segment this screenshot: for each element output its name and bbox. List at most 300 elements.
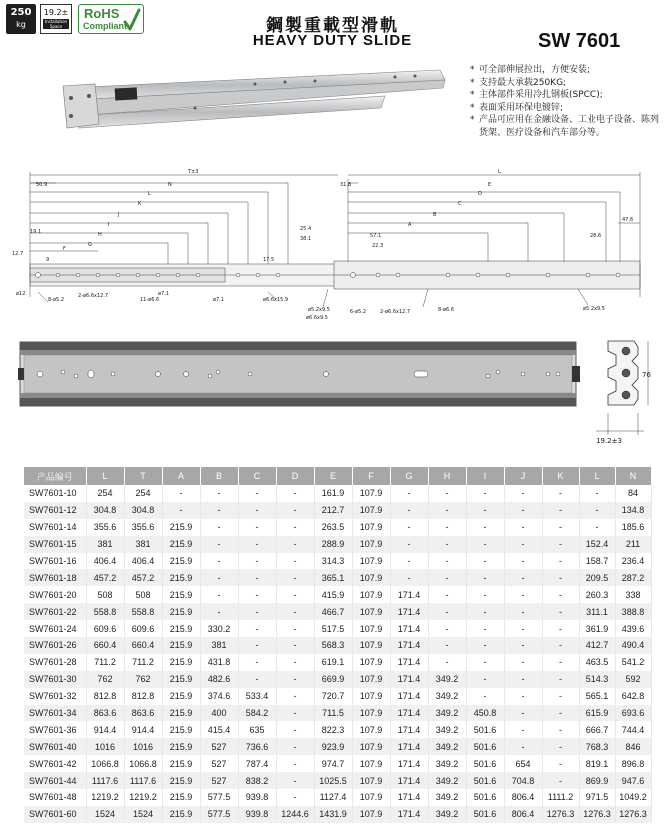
table-cell: - xyxy=(542,603,579,620)
table-cell: 314.3 xyxy=(314,553,352,570)
product-code-cell: SW7601-30 xyxy=(24,671,86,688)
table-cell: - xyxy=(390,485,428,502)
section-view-drawing xyxy=(586,333,658,448)
rohs-subtitle: Compliant xyxy=(83,21,127,31)
table-cell: - xyxy=(276,671,314,688)
table-cell: - xyxy=(200,569,238,586)
table-cell: 711.5 xyxy=(314,705,352,722)
table-cell: 349.2 xyxy=(428,806,466,823)
table-cell: 171.4 xyxy=(390,738,428,755)
product-code-cell: SW7601-16 xyxy=(24,553,86,570)
table-cell: - xyxy=(238,519,276,536)
table-cell: 215.9 xyxy=(162,536,200,553)
table-cell: 374.6 xyxy=(200,688,238,705)
table-cell: 415.9 xyxy=(314,586,352,603)
table-cell: 1111.2 xyxy=(542,789,579,806)
table-cell: 1276.3 xyxy=(579,806,615,823)
table-cell: - xyxy=(504,569,542,586)
table-cell: 355.6 xyxy=(124,519,162,536)
table-row xyxy=(24,620,651,637)
table-cell: 812.8 xyxy=(86,688,124,705)
table-cell: 107.9 xyxy=(352,603,390,620)
dim-label: ø12 xyxy=(16,291,26,297)
table-cell: 501.6 xyxy=(466,806,504,823)
table-cell: 914.4 xyxy=(124,721,162,738)
product-code-cell: SW7601-12 xyxy=(24,502,86,519)
table-cell: 914.4 xyxy=(86,721,124,738)
table-cell: - xyxy=(542,569,579,586)
table-cell: 762 xyxy=(124,671,162,688)
product-code-cell: SW7601-10 xyxy=(24,485,86,502)
dim-label: 9 xyxy=(46,257,50,263)
product-code-cell: SW7601-32 xyxy=(24,688,86,705)
product-code-cell: SW7601-60 xyxy=(24,806,86,823)
table-cell: 947.6 xyxy=(615,772,651,789)
table-cell: 619.1 xyxy=(314,654,352,671)
table-cell: 635 xyxy=(238,721,276,738)
table-cell: - xyxy=(200,553,238,570)
specification-table xyxy=(24,467,652,823)
table-cell: - xyxy=(542,519,579,536)
table-cell: 1066.8 xyxy=(124,755,162,772)
table-cell: 254 xyxy=(124,485,162,502)
table-cell: 565.1 xyxy=(579,688,615,705)
table-cell: - xyxy=(466,688,504,705)
table-cell: 1244.6 xyxy=(276,806,314,823)
table-cell: - xyxy=(428,485,466,502)
table-cell: 152.4 xyxy=(579,536,615,553)
table-cell: - xyxy=(504,738,542,755)
table-cell: 838.2 xyxy=(238,772,276,789)
table-cell: 736.6 xyxy=(238,738,276,755)
table-cell: 819.1 xyxy=(579,755,615,772)
rohs-title: RoHS xyxy=(84,6,120,21)
table-cell: 171.4 xyxy=(390,789,428,806)
table-cell: - xyxy=(428,553,466,570)
table-cell: 215.9 xyxy=(162,806,200,823)
product-code-cell: SW7601-14 xyxy=(24,519,86,536)
table-cell: 923.9 xyxy=(314,738,352,755)
table-cell: 215.9 xyxy=(162,671,200,688)
dim-label: ø6.6x15.9 xyxy=(263,297,289,303)
table-cell: - xyxy=(276,603,314,620)
table-cell: - xyxy=(542,738,579,755)
table-cell: 263.5 xyxy=(314,519,352,536)
table-cell: 744.4 xyxy=(615,721,651,738)
table-cell: 338 xyxy=(615,586,651,603)
table-cell: 311.1 xyxy=(579,603,615,620)
table-cell: - xyxy=(276,553,314,570)
table-cell: 215.9 xyxy=(162,688,200,705)
table-cell: - xyxy=(238,637,276,654)
table-cell: 450.8 xyxy=(466,705,504,722)
table-cell: - xyxy=(200,519,238,536)
table-cell: 171.4 xyxy=(390,671,428,688)
table-cell: - xyxy=(162,485,200,502)
table-cell: 171.4 xyxy=(390,637,428,654)
table-cell: - xyxy=(276,586,314,603)
table-cell: - xyxy=(504,654,542,671)
table-cell: 1219.2 xyxy=(86,789,124,806)
dim-label: 22.3 xyxy=(372,243,384,249)
table-cell: 107.9 xyxy=(352,806,390,823)
column-header: L xyxy=(579,467,615,485)
table-cell: - xyxy=(276,536,314,553)
table-cell: 215.9 xyxy=(162,603,200,620)
table-cell: 84 xyxy=(615,485,651,502)
table-cell: 1524 xyxy=(124,806,162,823)
section-height-label: 76 xyxy=(642,371,651,379)
dim-label: 8-ø5.2 xyxy=(48,297,64,303)
product-code-cell: SW7601-44 xyxy=(24,772,86,789)
table-cell: 107.9 xyxy=(352,502,390,519)
dim-letter: I xyxy=(108,222,110,228)
column-header: H xyxy=(428,467,466,485)
table-cell: - xyxy=(238,502,276,519)
table-cell: 1016 xyxy=(124,738,162,755)
page-title-chinese: 鋼製重載型滑軌 xyxy=(266,16,399,36)
table-cell: - xyxy=(466,671,504,688)
table-cell: 508 xyxy=(124,586,162,603)
table-cell: 288.9 xyxy=(314,536,352,553)
table-cell: 107.9 xyxy=(352,637,390,654)
product-code-cell: SW7601-40 xyxy=(24,738,86,755)
dim-letter: B xyxy=(433,212,437,218)
table-cell: - xyxy=(276,789,314,806)
table-cell: - xyxy=(504,688,542,705)
table-cell: - xyxy=(276,519,314,536)
table-cell: - xyxy=(542,536,579,553)
table-row xyxy=(24,519,651,536)
dim-letter: G xyxy=(88,242,92,248)
table-cell: - xyxy=(390,569,428,586)
table-cell: - xyxy=(276,620,314,637)
product-code-cell: SW7601-28 xyxy=(24,654,86,671)
table-cell: - xyxy=(276,502,314,519)
table-cell: 349.2 xyxy=(428,738,466,755)
table-cell: 896.8 xyxy=(615,755,651,772)
table-cell: - xyxy=(504,721,542,738)
product-code-cell: SW7601-18 xyxy=(24,569,86,586)
table-cell: 260.3 xyxy=(579,586,615,603)
table-cell: 158.7 xyxy=(579,553,615,570)
table-cell: - xyxy=(428,603,466,620)
table-cell: 171.4 xyxy=(390,654,428,671)
table-row xyxy=(24,806,651,823)
table-cell: - xyxy=(504,485,542,502)
table-cell: - xyxy=(238,569,276,586)
table-cell: - xyxy=(466,603,504,620)
table-cell: 215.9 xyxy=(162,553,200,570)
table-row xyxy=(24,654,651,671)
installation-space-value: 19.2± xyxy=(43,8,69,17)
product-code-cell: SW7601-24 xyxy=(24,620,86,637)
table-cell: 642.8 xyxy=(615,688,651,705)
table-cell: - xyxy=(200,536,238,553)
table-cell: - xyxy=(200,586,238,603)
table-cell: - xyxy=(238,553,276,570)
table-cell: 415.4 xyxy=(200,721,238,738)
table-cell: - xyxy=(428,637,466,654)
table-cell: - xyxy=(504,705,542,722)
dim-label: 8-ø6.6 xyxy=(438,307,454,313)
table-cell: 215.9 xyxy=(162,620,200,637)
table-cell: 107.9 xyxy=(352,654,390,671)
table-cell: 1219.2 xyxy=(124,789,162,806)
table-cell: 355.6 xyxy=(86,519,124,536)
table-row xyxy=(24,637,651,654)
table-cell: 215.9 xyxy=(162,637,200,654)
table-cell: - xyxy=(466,553,504,570)
table-cell: 711.2 xyxy=(124,654,162,671)
table-cell: 762 xyxy=(86,671,124,688)
table-cell: 669.9 xyxy=(314,671,352,688)
table-cell: 514.3 xyxy=(579,671,615,688)
installation-space-caption: Installation Space xyxy=(44,19,68,29)
table-cell: - xyxy=(542,620,579,637)
table-cell: 1524 xyxy=(86,806,124,823)
table-cell: 171.4 xyxy=(390,806,428,823)
table-cell: - xyxy=(238,671,276,688)
table-cell: 171.4 xyxy=(390,688,428,705)
dim-letter: H xyxy=(98,232,102,238)
product-photo xyxy=(55,58,450,133)
dim-letter: D xyxy=(478,191,482,197)
table-cell: - xyxy=(504,553,542,570)
table-cell: 704.8 xyxy=(504,772,542,789)
table-cell: 406.4 xyxy=(86,553,124,570)
table-cell: 107.9 xyxy=(352,485,390,502)
table-cell: 107.9 xyxy=(352,705,390,722)
table-cell: 412.7 xyxy=(579,637,615,654)
table-cell: 568.3 xyxy=(314,637,352,654)
table-cell: - xyxy=(466,519,504,536)
table-cell: 107.9 xyxy=(352,789,390,806)
table-cell: - xyxy=(276,772,314,789)
table-cell: 211 xyxy=(615,536,651,553)
table-cell: 254 xyxy=(86,485,124,502)
feature-item: * 可全部伸展拉出，方便安装; xyxy=(470,64,660,77)
table-cell: 215.9 xyxy=(162,755,200,772)
product-code-cell: SW7601-34 xyxy=(24,705,86,722)
table-cell: 161.9 xyxy=(314,485,352,502)
dim-label: 6-ø5.2 xyxy=(350,309,366,315)
table-cell: - xyxy=(200,603,238,620)
table-cell: - xyxy=(276,688,314,705)
feature-item: * 表面采用环保电镀锌; xyxy=(470,102,660,115)
table-cell: 107.9 xyxy=(352,536,390,553)
product-code-cell: SW7601-42 xyxy=(24,755,86,772)
table-cell: 400 xyxy=(200,705,238,722)
dim-label: 11-ø6.6 xyxy=(140,297,160,303)
column-header: A xyxy=(162,467,200,485)
table-cell: 215.9 xyxy=(162,705,200,722)
table-cell: 171.4 xyxy=(390,705,428,722)
product-code-cell: SW7601-22 xyxy=(24,603,86,620)
table-cell: 482.6 xyxy=(200,671,238,688)
column-header: C xyxy=(238,467,276,485)
table-cell: 508 xyxy=(86,586,124,603)
table-cell: - xyxy=(276,738,314,755)
table-cell: 768.3 xyxy=(579,738,615,755)
table-cell: - xyxy=(238,603,276,620)
table-cell: 381 xyxy=(124,536,162,553)
table-cell: 171.4 xyxy=(390,772,428,789)
table-cell: 215.9 xyxy=(162,721,200,738)
table-cell: - xyxy=(428,536,466,553)
table-cell: 107.9 xyxy=(352,738,390,755)
table-cell: 134.8 xyxy=(615,502,651,519)
feature-item: * 主体部件采用冷扎钢板(SPCC); xyxy=(470,89,660,102)
table-cell: 517.5 xyxy=(314,620,352,637)
dim-label: 28.6 xyxy=(590,233,602,239)
table-cell: - xyxy=(200,502,238,519)
column-header: T xyxy=(124,467,162,485)
table-cell: 501.6 xyxy=(466,721,504,738)
table-cell: 171.4 xyxy=(390,721,428,738)
table-cell: - xyxy=(428,654,466,671)
table-cell: 615.9 xyxy=(579,705,615,722)
table-cell: 439.6 xyxy=(615,620,651,637)
table-cell: - xyxy=(162,502,200,519)
table-cell: 107.9 xyxy=(352,688,390,705)
table-cell: 846 xyxy=(615,738,651,755)
table-cell: 171.4 xyxy=(390,755,428,772)
table-cell: - xyxy=(466,620,504,637)
table-cell: 466.7 xyxy=(314,603,352,620)
dim-label: L xyxy=(498,169,501,175)
table-cell: - xyxy=(428,620,466,637)
table-cell: 527 xyxy=(200,772,238,789)
table-cell: 577.5 xyxy=(200,806,238,823)
table-cell: 215.9 xyxy=(162,569,200,586)
table-row xyxy=(24,671,651,688)
table-row xyxy=(24,688,651,705)
table-cell: 660.4 xyxy=(124,637,162,654)
table-cell: 107.9 xyxy=(352,721,390,738)
table-cell: - xyxy=(542,637,579,654)
table-cell: 527 xyxy=(200,738,238,755)
table-cell: - xyxy=(276,485,314,502)
table-cell: - xyxy=(542,502,579,519)
table-cell: 939.8 xyxy=(238,806,276,823)
dim-label: 31.8 xyxy=(340,182,352,188)
table-cell: 711.2 xyxy=(86,654,124,671)
table-cell: - xyxy=(579,502,615,519)
product-code-cell: SW7601-20 xyxy=(24,586,86,603)
section-width-label: 19.2±3 xyxy=(596,437,622,445)
table-row xyxy=(24,755,651,772)
table-cell: 592 xyxy=(615,671,651,688)
table-cell: - xyxy=(466,637,504,654)
table-cell: 558.8 xyxy=(86,603,124,620)
dim-label: 25.4 xyxy=(300,226,312,232)
table-cell: 806.4 xyxy=(504,789,542,806)
table-cell: 1276.3 xyxy=(615,806,651,823)
weight-value: 250 xyxy=(10,7,32,18)
table-row xyxy=(24,586,651,603)
table-cell: 107.9 xyxy=(352,671,390,688)
table-cell: - xyxy=(542,755,579,772)
table-cell: 361.9 xyxy=(579,620,615,637)
dim-label: ø7.1 xyxy=(213,297,225,303)
dim-letter: K xyxy=(138,201,142,207)
dim-letter: C xyxy=(458,201,462,207)
product-code-cell: SW7601-48 xyxy=(24,789,86,806)
table-cell: 236.4 xyxy=(615,553,651,570)
dim-label: 50.9 xyxy=(36,182,48,188)
table-cell: 212.7 xyxy=(314,502,352,519)
table-cell: - xyxy=(428,502,466,519)
table-cell: - xyxy=(466,536,504,553)
table-cell: 215.9 xyxy=(162,586,200,603)
dim-letter: F xyxy=(63,246,66,252)
table-cell: 381 xyxy=(86,536,124,553)
table-cell: - xyxy=(542,772,579,789)
table-cell: 215.9 xyxy=(162,654,200,671)
table-header-row xyxy=(24,467,651,485)
dim-label: ø5.2x9.5 xyxy=(583,306,605,312)
column-header: F xyxy=(352,467,390,485)
column-header: K xyxy=(542,467,579,485)
table-cell: 349.2 xyxy=(428,789,466,806)
column-header: L xyxy=(86,467,124,485)
table-cell: 304.8 xyxy=(124,502,162,519)
dim-letter: L xyxy=(148,191,151,197)
table-cell: - xyxy=(238,620,276,637)
dim-letter: E xyxy=(488,182,492,188)
dim-letter: N xyxy=(168,182,172,188)
dim-label: 57.1 xyxy=(370,233,382,239)
table-row xyxy=(24,536,651,553)
table-cell: 541.2 xyxy=(615,654,651,671)
table-cell: 1049.2 xyxy=(615,789,651,806)
table-row xyxy=(24,569,651,586)
table-cell: 693.6 xyxy=(615,705,651,722)
table-cell: - xyxy=(504,502,542,519)
table-row xyxy=(24,705,651,722)
dim-label: ø7.1 xyxy=(158,291,170,297)
table-cell: 349.2 xyxy=(428,688,466,705)
product-code-cell: SW7601-26 xyxy=(24,637,86,654)
table-row xyxy=(24,502,651,519)
table-cell: 1016 xyxy=(86,738,124,755)
column-header: J xyxy=(504,467,542,485)
table-cell: - xyxy=(542,654,579,671)
table-cell: 463.5 xyxy=(579,654,615,671)
dim-label: 19.1 xyxy=(30,229,42,235)
table-cell: - xyxy=(200,485,238,502)
table-cell: 349.2 xyxy=(428,755,466,772)
table-cell: 1117.6 xyxy=(124,772,162,789)
table-cell: 304.8 xyxy=(86,502,124,519)
dim-label: 2-ø6.6x12.7 xyxy=(380,309,411,315)
table-cell: 501.6 xyxy=(466,738,504,755)
table-cell: - xyxy=(276,721,314,738)
table-cell: 609.6 xyxy=(124,620,162,637)
table-cell: - xyxy=(504,671,542,688)
table-cell: 107.9 xyxy=(352,569,390,586)
table-cell: 457.2 xyxy=(86,569,124,586)
table-cell: - xyxy=(466,485,504,502)
feature-item: * 支持最大承载250KG; xyxy=(470,77,660,90)
front-view-drawing xyxy=(18,338,583,410)
table-cell: - xyxy=(276,569,314,586)
feature-list xyxy=(470,64,660,139)
table-cell: - xyxy=(390,502,428,519)
table-cell: - xyxy=(542,485,579,502)
column-header-product-code: 产品编号 xyxy=(24,467,86,485)
